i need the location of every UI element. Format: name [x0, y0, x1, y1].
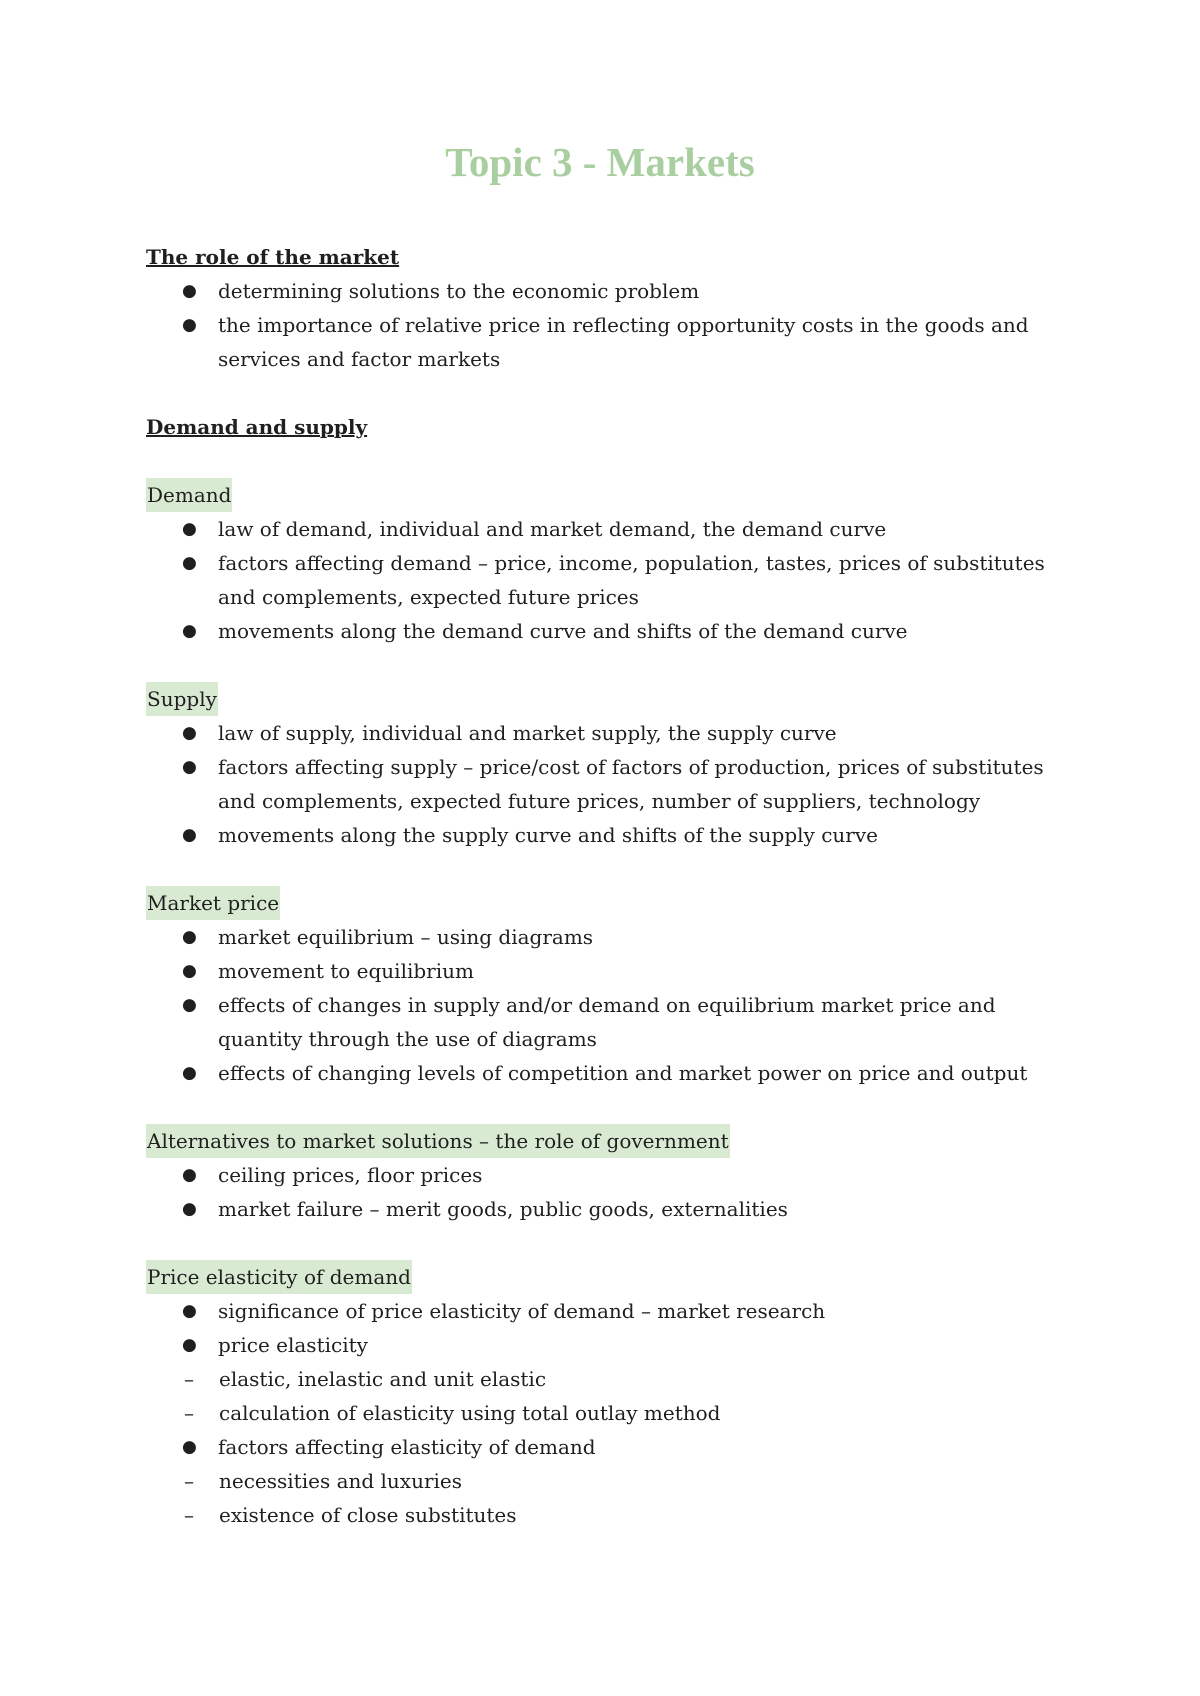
- list-item: ● movement to equilibrium: [146, 954, 1046, 988]
- list-item: ● law of supply, individual and market supply, the supply curve: [146, 716, 1046, 750]
- section-alternatives: [146, 1124, 1046, 1226]
- bullet-list: [146, 512, 1046, 648]
- sub-list-item: – existence of close substitutes: [146, 1498, 1046, 1532]
- list-item: ● price elasticity: [146, 1328, 1046, 1362]
- list-item: ● the importance of relative price in reflecting opportunity costs in the goods and services and factor markets: [146, 308, 1046, 376]
- section-demand-and-supply: [146, 410, 1046, 444]
- subsection-heading: Demand: [146, 478, 232, 512]
- section-role-of-market: [146, 240, 1046, 376]
- list-item: ● law of demand, individual and market demand, the demand curve: [146, 512, 1046, 546]
- document-body: [146, 240, 1046, 1566]
- list-item: ● market equilibrium – using diagrams: [146, 920, 1046, 954]
- subsection-heading: Supply: [146, 682, 218, 716]
- list-item: ● factors affecting elasticity of demand: [146, 1430, 1046, 1464]
- sub-list-item: – elastic, inelastic and unit elastic: [146, 1362, 1046, 1396]
- list-item: ● ceiling prices, floor prices: [146, 1158, 1046, 1192]
- list-item: ● determining solutions to the economic problem: [146, 274, 1046, 308]
- bullet-list: [146, 920, 1046, 1090]
- bullet-list: [146, 274, 1046, 376]
- subsection-heading: Market price: [146, 886, 280, 920]
- section-demand: [146, 478, 1046, 648]
- list-item: ● market failure – merit goods, public goods, externalities: [146, 1192, 1046, 1226]
- list-item: ● factors affecting supply – price/cost of factors of production, prices of substitutes and complements, expected future prices, number of suppliers, technology: [146, 750, 1046, 818]
- sub-list: [146, 1464, 1046, 1532]
- bullet-list: [146, 1294, 1046, 1362]
- section-price-elasticity: [146, 1260, 1046, 1532]
- section-heading: The role of the market: [146, 245, 400, 269]
- list-item: ● movements along the demand curve and shifts of the demand curve: [146, 614, 1046, 648]
- sub-list: [146, 1362, 1046, 1430]
- bullet-list: [146, 1430, 1046, 1464]
- bullet-list: [146, 716, 1046, 852]
- subsection-heading: Alternatives to market solutions – the role of government: [146, 1124, 730, 1158]
- sub-list-item: – necessities and luxuries: [146, 1464, 1046, 1498]
- list-item: ● effects of changes in supply and/or demand on equilibrium market price and quantity through the use of diagrams: [146, 988, 1046, 1056]
- list-item: ● effects of changing levels of competition and market power on price and output: [146, 1056, 1046, 1090]
- page-title: Topic 3 - Markets: [445, 139, 755, 185]
- sub-list-item: – calculation of elasticity using total outlay method: [146, 1396, 1046, 1430]
- list-item: ● movements along the supply curve and shifts of the supply curve: [146, 818, 1046, 852]
- bullet-list: [146, 1158, 1046, 1226]
- section-supply: [146, 682, 1046, 852]
- list-item: ● significance of price elasticity of demand – market research: [146, 1294, 1046, 1328]
- section-market-price: [146, 886, 1046, 1090]
- subsection-heading: Price elasticity of demand: [146, 1260, 412, 1294]
- list-item: ● factors affecting demand – price, income, population, tastes, prices of substitutes and complements, expected future prices: [146, 546, 1046, 614]
- section-heading: Demand and supply: [146, 415, 368, 439]
